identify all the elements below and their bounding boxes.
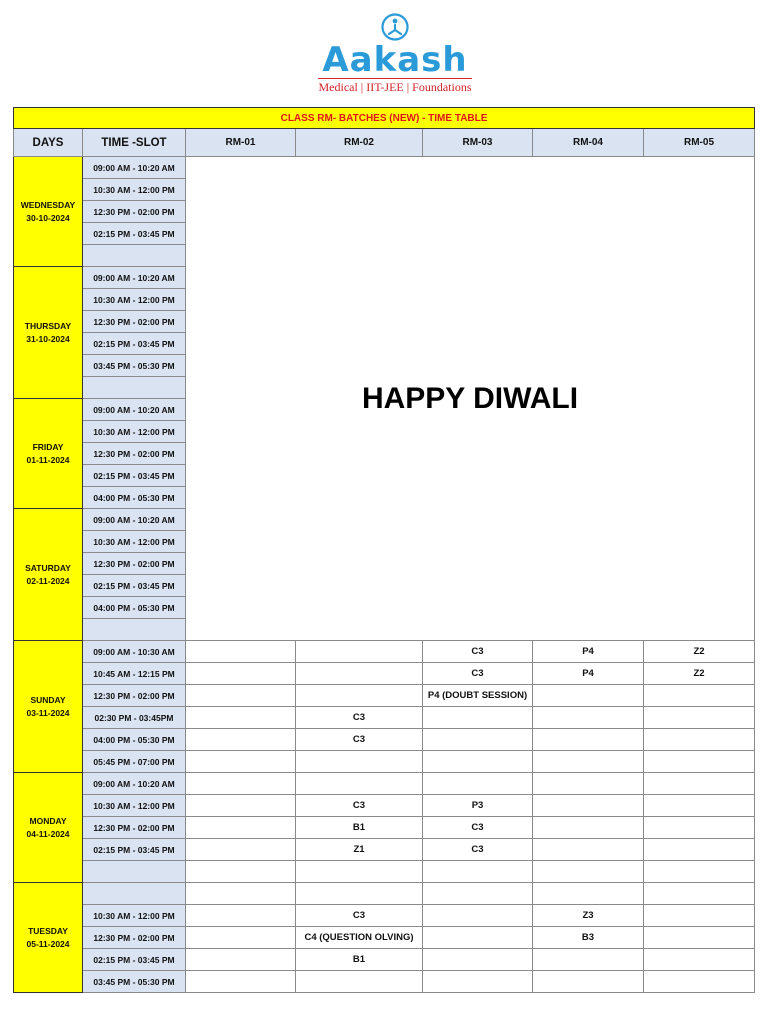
table-row xyxy=(14,685,755,707)
room-cell xyxy=(644,905,755,927)
time-slot: 12:30 PM - 02:00 PM xyxy=(83,553,186,575)
table-row xyxy=(14,641,755,663)
table-row xyxy=(14,927,755,949)
room-cell xyxy=(296,751,423,773)
room-cell xyxy=(644,773,755,795)
room-cell xyxy=(186,971,296,993)
time-slot: 10:30 AM - 12:00 PM xyxy=(83,179,186,201)
time-slot: 10:30 AM - 12:00 PM xyxy=(83,421,186,443)
time-slot: 05:45 PM - 07:00 PM xyxy=(83,751,186,773)
table-row xyxy=(14,905,755,927)
room-cell xyxy=(186,773,296,795)
time-slot: 03:45 PM - 05:30 PM xyxy=(83,355,186,377)
time-slot: 12:30 PM - 02:00 PM xyxy=(83,311,186,333)
day-cell: WEDNESDAY 30-10-2024 xyxy=(14,157,83,267)
room-cell: P4 (DOUBT SESSION) xyxy=(423,685,533,707)
room-cell xyxy=(423,927,533,949)
table-row xyxy=(14,861,755,883)
room-cell xyxy=(423,751,533,773)
room-cell xyxy=(186,685,296,707)
room-cell xyxy=(186,751,296,773)
room-cell xyxy=(423,883,533,905)
table-row xyxy=(14,729,755,751)
room-cell xyxy=(186,663,296,685)
table-row xyxy=(14,839,755,861)
time-slot: 02:15 PM - 03:45 PM xyxy=(83,223,186,245)
room-cell xyxy=(423,773,533,795)
room-cell xyxy=(423,949,533,971)
room-cell xyxy=(644,927,755,949)
room-cell: P3 xyxy=(423,795,533,817)
room-cell: C4 (QUESTION OLVING) xyxy=(296,927,423,949)
room-cell xyxy=(644,817,755,839)
room-cell xyxy=(296,883,423,905)
room-cell: B3 xyxy=(533,927,644,949)
column-header: RM-03 xyxy=(423,129,533,157)
room-cell: P4 xyxy=(533,663,644,685)
room-cell xyxy=(296,971,423,993)
room-cell xyxy=(533,883,644,905)
room-cell xyxy=(186,927,296,949)
room-cell xyxy=(533,707,644,729)
time-slot: 10:30 AM - 12:00 PM xyxy=(83,289,186,311)
room-cell xyxy=(533,685,644,707)
time-slot: 02:15 PM - 03:45 PM xyxy=(83,465,186,487)
room-cell xyxy=(644,729,755,751)
time-slot: 10:45 AM - 12:15 PM xyxy=(83,663,186,685)
time-slot: 09:00 AM - 10:30 AM xyxy=(83,641,186,663)
time-slot: 04:00 PM - 05:30 PM xyxy=(83,597,186,619)
table-row xyxy=(14,773,755,795)
time-slot: 09:00 AM - 10:20 AM xyxy=(83,399,186,421)
time-slot: 02:15 PM - 03:45 PM xyxy=(83,575,186,597)
time-slot xyxy=(83,861,186,883)
room-cell: P4 xyxy=(533,641,644,663)
room-cell xyxy=(644,861,755,883)
time-slot: 03:45 PM - 05:30 PM xyxy=(83,971,186,993)
logo-brand-name: Aakash xyxy=(322,40,468,80)
room-cell xyxy=(644,949,755,971)
room-cell xyxy=(533,729,644,751)
room-cell: Z3 xyxy=(533,905,644,927)
room-cell xyxy=(423,707,533,729)
header-row xyxy=(14,129,755,157)
table-title: CLASS RM- BATCHES (NEW) - TIME TABLE xyxy=(14,108,755,129)
room-cell: Z1 xyxy=(296,839,423,861)
day-cell: FRIDAY 01-11-2024 xyxy=(14,399,83,509)
time-slot: 04:00 PM - 05:30 PM xyxy=(83,729,186,751)
holiday-message: HAPPY DIWALI xyxy=(186,157,755,641)
table-row xyxy=(14,883,755,905)
room-cell: C3 xyxy=(423,817,533,839)
room-cell xyxy=(533,795,644,817)
room-cell xyxy=(186,795,296,817)
day-cell: TUESDAY 05-11-2024 xyxy=(14,883,83,993)
room-cell xyxy=(644,971,755,993)
room-cell: C3 xyxy=(423,839,533,861)
room-cell xyxy=(186,839,296,861)
room-cell xyxy=(186,905,296,927)
time-slot: 12:30 PM - 02:00 PM xyxy=(83,443,186,465)
room-cell xyxy=(186,817,296,839)
column-header: RM-02 xyxy=(296,129,423,157)
room-cell xyxy=(186,949,296,971)
time-slot: 09:00 AM - 10:20 AM xyxy=(83,267,186,289)
room-cell: B1 xyxy=(296,817,423,839)
time-slot: 02:15 PM - 03:45 PM xyxy=(83,839,186,861)
room-cell xyxy=(423,861,533,883)
room-cell xyxy=(423,905,533,927)
time-slot xyxy=(83,883,186,905)
time-slot xyxy=(83,245,186,267)
table-row xyxy=(14,751,755,773)
title-row xyxy=(14,108,755,129)
table-row xyxy=(14,157,755,179)
time-slot: 12:30 PM - 02:00 PM xyxy=(83,685,186,707)
table-row xyxy=(14,817,755,839)
time-slot xyxy=(83,377,186,399)
time-slot: 09:00 AM - 10:20 AM xyxy=(83,773,186,795)
time-slot: 02:15 PM - 03:45 PM xyxy=(83,949,186,971)
column-header: TIME -SLOT xyxy=(83,129,186,157)
room-cell xyxy=(533,949,644,971)
room-cell: Z2 xyxy=(644,663,755,685)
time-slot: 04:00 PM - 05:30 PM xyxy=(83,487,186,509)
room-cell xyxy=(296,663,423,685)
room-cell xyxy=(296,861,423,883)
room-cell xyxy=(644,883,755,905)
time-slot: 09:00 AM - 10:20 AM xyxy=(83,157,186,179)
room-cell xyxy=(533,861,644,883)
table-row xyxy=(14,707,755,729)
day-cell: THURSDAY 31-10-2024 xyxy=(14,267,83,399)
room-cell xyxy=(296,773,423,795)
time-slot: 02:15 PM - 03:45 PM xyxy=(83,333,186,355)
room-cell xyxy=(186,641,296,663)
room-cell xyxy=(296,641,423,663)
room-cell xyxy=(186,729,296,751)
room-cell xyxy=(644,707,755,729)
time-slot: 10:30 AM - 12:00 PM xyxy=(83,531,186,553)
time-slot: 10:30 AM - 12:00 PM xyxy=(83,905,186,927)
room-cell: C3 xyxy=(296,905,423,927)
room-cell xyxy=(186,707,296,729)
room-cell xyxy=(644,795,755,817)
column-header: DAYS xyxy=(14,129,83,157)
room-cell: B1 xyxy=(296,949,423,971)
room-cell xyxy=(644,751,755,773)
time-slot: 10:30 AM - 12:00 PM xyxy=(83,795,186,817)
room-cell xyxy=(644,839,755,861)
room-cell xyxy=(423,971,533,993)
logo-tagline: Medical | IIT-JEE | Foundations xyxy=(318,80,472,94)
room-cell: C3 xyxy=(296,795,423,817)
timetable xyxy=(13,107,755,993)
room-cell xyxy=(186,861,296,883)
room-cell: C3 xyxy=(423,641,533,663)
day-cell: MONDAY 04-11-2024 xyxy=(14,773,83,883)
room-cell xyxy=(533,839,644,861)
table-row xyxy=(14,663,755,685)
room-cell: C3 xyxy=(296,729,423,751)
aakash-emblem-icon xyxy=(380,12,410,42)
room-cell: C3 xyxy=(423,663,533,685)
time-slot: 09:00 AM - 10:20 AM xyxy=(83,509,186,531)
room-cell xyxy=(533,751,644,773)
room-cell xyxy=(533,971,644,993)
room-cell xyxy=(533,773,644,795)
time-slot: 02:30 PM - 03:45PM xyxy=(83,707,186,729)
room-cell xyxy=(423,729,533,751)
time-slot: 12:30 PM - 02:00 PM xyxy=(83,201,186,223)
time-slot xyxy=(83,619,186,641)
time-slot: 12:30 PM - 02:00 PM xyxy=(83,817,186,839)
room-cell xyxy=(533,817,644,839)
room-cell: Z2 xyxy=(644,641,755,663)
column-header: RM-05 xyxy=(644,129,755,157)
table-row xyxy=(14,795,755,817)
day-cell: SATURDAY 02-11-2024 xyxy=(14,509,83,641)
aakash-logo xyxy=(300,12,490,104)
table-row xyxy=(14,971,755,993)
room-cell xyxy=(186,883,296,905)
room-cell: C3 xyxy=(296,707,423,729)
room-cell xyxy=(296,685,423,707)
time-slot: 12:30 PM - 02:00 PM xyxy=(83,927,186,949)
column-header: RM-04 xyxy=(533,129,644,157)
day-cell: SUNDAY 03-11-2024 xyxy=(14,641,83,773)
column-header: RM-01 xyxy=(186,129,296,157)
room-cell xyxy=(644,685,755,707)
table-row xyxy=(14,949,755,971)
